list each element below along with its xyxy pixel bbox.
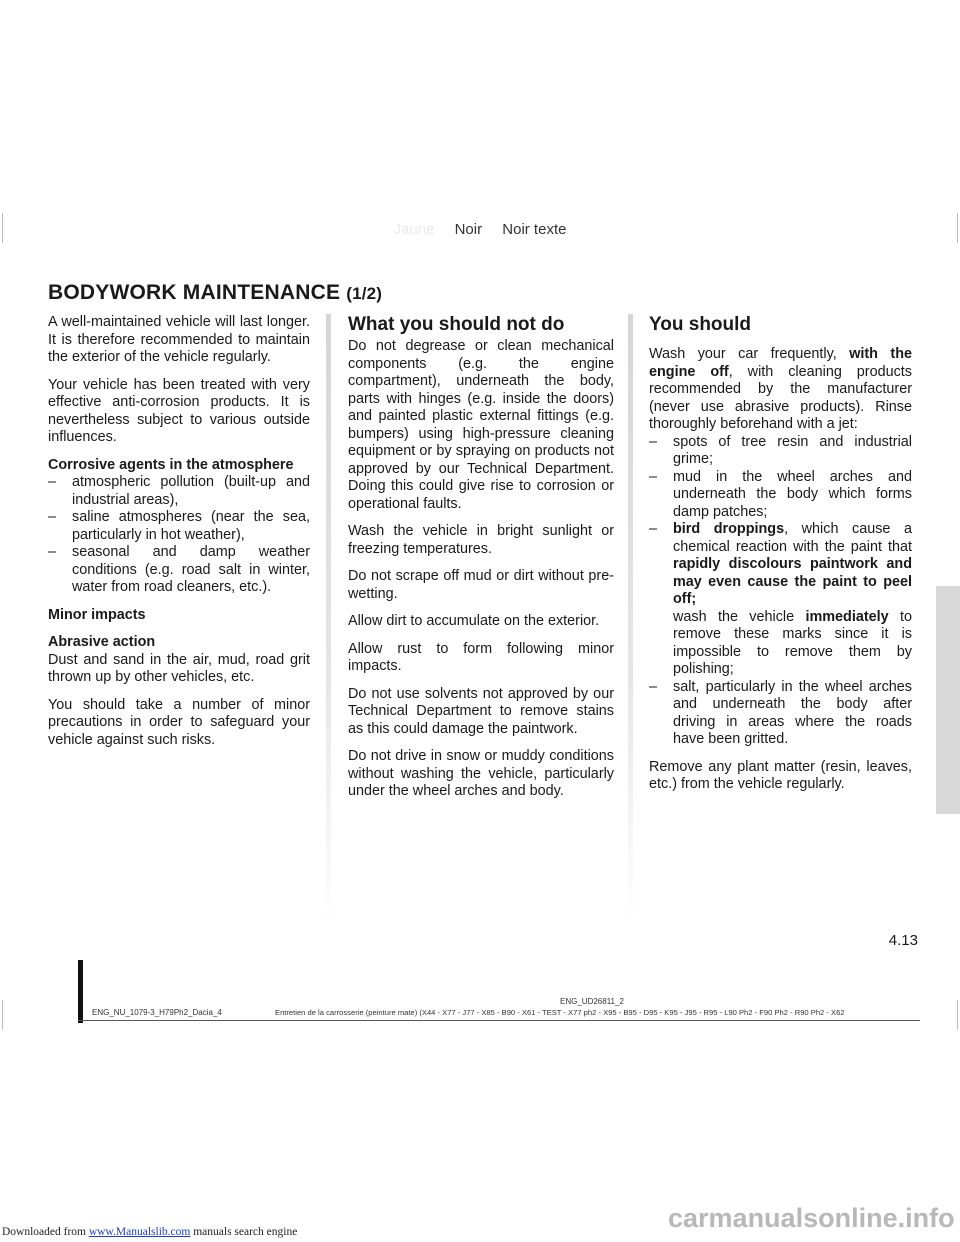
- you-should-intro: [649, 346, 912, 434]
- page-title-part: (1/2): [346, 284, 383, 303]
- column-intro: [48, 314, 310, 759]
- footer-left-reference: ENG_NU_1079-3_H79Ph2_Dacia_4: [92, 1008, 222, 1017]
- column-you-should: [649, 314, 912, 804]
- dont-paragraph: Do not degrease or clean mechanical components (e.g. the engine compartment), underneath the body, parts with hinges (e.g. inside the doors) and painted plastic external fittings (e.g. bumpers) using high-pressure cleaning equipment or by spraying on products not approved by our Technical Department. Doing this could give rise to corrosion or operational faults.: [348, 338, 614, 512]
- footer-black-bar: [78, 960, 83, 1023]
- page-title-main: BODYWORK MAINTENANCE: [48, 281, 347, 304]
- abrasive-text: Dust and sand in the air, mud, road grit thrown up by other vehicles, etc.: [48, 651, 310, 685]
- corrosive-list: [48, 474, 310, 597]
- list-item-bold: rapidly discolours paintwork and may even cause the paint to peel off;: [673, 556, 912, 607]
- list-item-text: saline atmospheres (near the sea, particularly in hot weather),: [72, 509, 310, 543]
- page-number: 4.13: [888, 932, 918, 949]
- crop-mark-bottom-right: [957, 1000, 958, 1030]
- list-item-text: to remove these marks since it is impossible to remove them by polishing;: [673, 608, 913, 677]
- list-item: [48, 474, 310, 509]
- page-title: [48, 281, 382, 305]
- list-item: [48, 509, 310, 544]
- list-item-text: salt, particularly in the wheel arches and underneath the body after driving in areas where the roads have been gritted.: [673, 678, 912, 747]
- banner-prefix: Downloaded from: [2, 1226, 89, 1238]
- list-item: [649, 469, 912, 522]
- watermark: carmanualsonline.info: [668, 1203, 955, 1233]
- list-dash: –: [649, 521, 658, 537]
- column-what-not-to-do: [348, 314, 614, 811]
- list-item-bold: immediately: [805, 608, 889, 625]
- bird-droppings-label: bird droppings: [673, 521, 785, 537]
- download-banner: [2, 1226, 297, 1238]
- list-item: [649, 434, 912, 469]
- list-item: [649, 679, 912, 749]
- list-item: [649, 521, 912, 679]
- dont-paragraph: Allow dirt to accumulate on the exterior.: [348, 613, 600, 629]
- dont-paragraph: Do not drive in snow or muddy conditions without washing the vehicle, particularly under the wheel arches and body.: [348, 748, 614, 799]
- color-mark-jaune: Jaune: [393, 221, 435, 238]
- what-not-to-do-heading: What you should not do: [348, 314, 565, 335]
- column-separator-1: [326, 314, 331, 924]
- you-should-list: [649, 434, 912, 749]
- crop-mark-bottom-left: [2, 1000, 3, 1030]
- you-should-heading: You should: [649, 314, 752, 335]
- list-item-text: wash the vehicle: [673, 608, 806, 625]
- color-registration-labels: [0, 221, 960, 238]
- list-dash: –: [48, 509, 57, 525]
- dont-paragraph: Wash the vehicle in bright sunlight or freezing temperatures.: [348, 523, 614, 557]
- precautions-paragraph: You should take a number of minor precautions in order to safeguard your vehicle against such risks.: [48, 696, 310, 748]
- banner-suffix: manuals search engine: [190, 1226, 298, 1238]
- dont-paragraph: Do not scrape off mud or dirt without pre-wetting.: [348, 568, 614, 602]
- color-mark-noir: Noir: [454, 221, 483, 238]
- dont-paragraph: Do not use solvents not approved by our Technical Department to remove stains as this could damage the paintwork.: [348, 685, 614, 737]
- minor-impacts-heading: Minor impacts: [48, 606, 146, 623]
- list-item-text: spots of tree resin and industrial grime;: [673, 433, 912, 467]
- list-item: [48, 544, 310, 597]
- footer-rule: [78, 1020, 920, 1021]
- list-item-text: seasonal and damp weather conditions (e.g. road salt in winter, water from road cleaners, etc.).: [72, 544, 310, 595]
- list-dash: –: [649, 433, 658, 450]
- intro-bold: with the engine off: [649, 346, 913, 380]
- you-should-outro: Remove any plant matter (resin, leaves, etc.) from the vehicle regularly.: [649, 758, 912, 792]
- intro-paragraph-1: A well-maintained vehicle will last longer. It is therefore recommended to maintain the exterior of the vehicle regularly.: [48, 314, 310, 365]
- manualslib-link[interactable]: www.Manualslib.com: [88, 1226, 191, 1238]
- list-dash: –: [48, 474, 57, 490]
- list-dash: –: [649, 678, 658, 695]
- list-item-text: mud in the wheel arches and underneath the body which forms damp patches;: [673, 468, 912, 520]
- list-dash: –: [48, 544, 57, 560]
- column-separator-2: [628, 314, 633, 924]
- chapter-side-tab: [936, 586, 960, 814]
- color-mark-noir-texte: Noir texte: [502, 221, 567, 238]
- dont-paragraph: Allow rust to form following minor impacts.: [348, 640, 614, 674]
- footer-document-code: ENG_UD26811_2: [560, 997, 624, 1006]
- corrosive-heading: Corrosive agents in the atmosphere: [48, 456, 294, 473]
- intro-text: Wash your car frequently,: [649, 346, 850, 362]
- intro-text-cont: , with cleaning products recommended by the manufacturer (never use abrasive products). Rinse thoroughly beforehand with a jet:: [649, 363, 912, 432]
- list-item-text: , which cause a chemical reaction with the paint that: [673, 521, 912, 555]
- footer-right-reference: Entretien de la carrosserie (peinture mate) (X44 - X77 - J77 - X85 - B90 - X61 - TEST - X77 ph2 - X95 - B95 - D95 - K95 - J95 - R95 - L90 Ph2 - F90 Ph2 - R90 Ph2 - X62: [275, 1008, 845, 1017]
- list-dash: –: [649, 468, 658, 485]
- abrasive-heading: Abrasive action: [48, 634, 156, 650]
- list-item-text: atmospheric pollution (built-up and industrial areas),: [72, 474, 310, 508]
- intro-paragraph-2: Your vehicle has been treated with very effective anti-corrosion products. It is nevertheless subject to various outside influences.: [48, 376, 310, 445]
